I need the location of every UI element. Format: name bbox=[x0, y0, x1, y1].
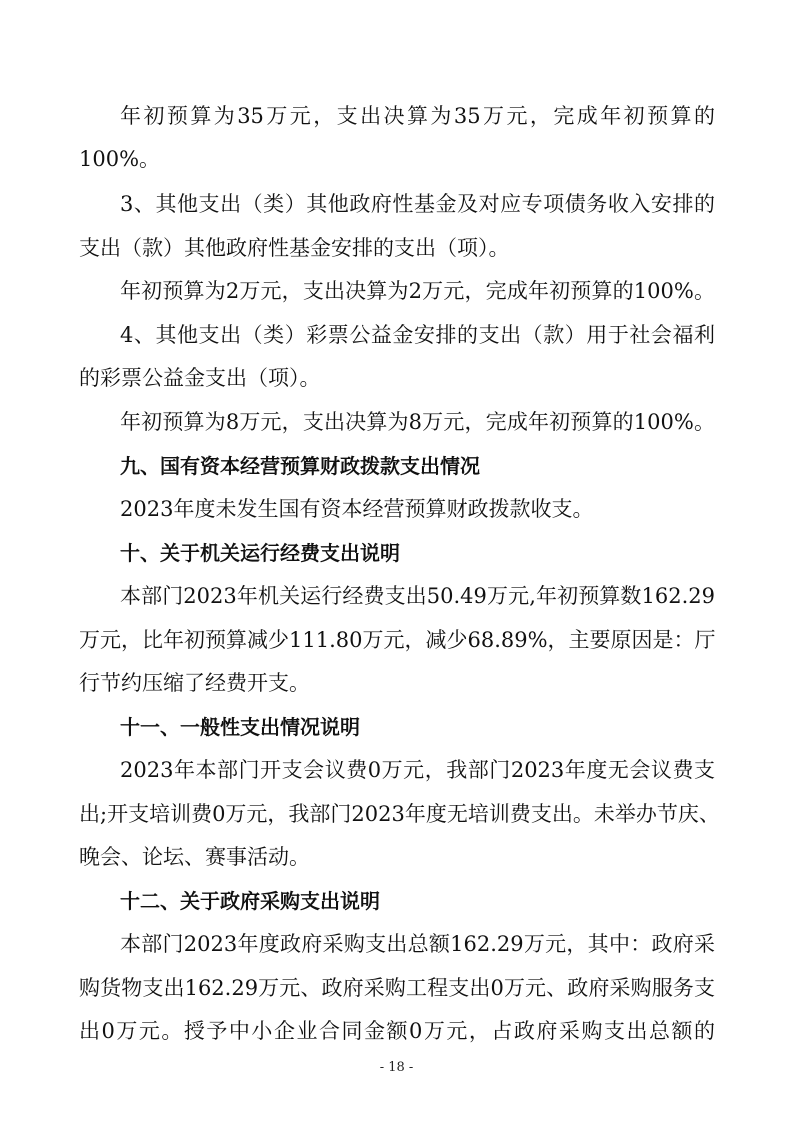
section-heading: 十、关于机关运行经费支出说明 bbox=[120, 541, 400, 565]
section-heading: 十一、一般性支出情况说明 bbox=[120, 715, 360, 739]
body-line: 出;开支培训费0万元，我部门2023年度无培训费支出。未举办节庆、 bbox=[79, 802, 720, 826]
body-line: 年初预算为8万元，支出决算为8万元，完成年初预算的100%。 bbox=[120, 410, 715, 434]
body-line: 行节约压缩了经费开支。 bbox=[79, 671, 310, 695]
body-line: 万元，比年初预算减少111.80万元，减少68.89%，主要原因是：厅 bbox=[79, 628, 716, 652]
body-line: 出0万元。授予中小企业合同金额0万元，占政府采购支出总额的 bbox=[79, 1019, 715, 1043]
section-heading: 十二、关于政府采购支出说明 bbox=[120, 889, 380, 913]
body-line: 4、其他支出（类）彩票公益金安排的支出（款）用于社会福利 bbox=[120, 323, 715, 347]
body-line: 年初预算为35万元，支出决算为35万元，完成年初预算的 bbox=[120, 104, 715, 128]
body-line: 2023年度未发生国有资本经营预算财政拨款收支。 bbox=[120, 497, 594, 521]
body-line: 2023年本部门开支会议费0万元，我部门2023年度无会议费支 bbox=[120, 758, 715, 782]
body-line: 3、其他支出（类）其他政府性基金及对应专项债务收入安排的 bbox=[120, 192, 715, 216]
page-number: - 18 - bbox=[379, 1060, 414, 1075]
body-line: 的彩票公益金支出（项）。 bbox=[79, 366, 321, 390]
body-line: 100%。 bbox=[79, 147, 161, 171]
body-line: 晚会、论坛、赛事活动。 bbox=[79, 845, 310, 869]
body-line: 本部门2023年度政府采购支出总额162.29万元，其中：政府采 bbox=[120, 932, 715, 956]
section-heading: 九、国有资本经营预算财政拨款支出情况 bbox=[120, 454, 480, 478]
body-line: 年初预算为2万元，支出决算为2万元，完成年初预算的100%。 bbox=[120, 279, 715, 303]
body-line: 支出（款）其他政府性基金安排的支出（项）。 bbox=[79, 236, 510, 260]
body-line: 本部门2023年机关运行经费支出50.49万元,年初预算数162.29 bbox=[120, 584, 715, 608]
body-line: 购货物支出162.29万元、政府采购工程支出0万元、政府采购服务支 bbox=[79, 976, 715, 1000]
